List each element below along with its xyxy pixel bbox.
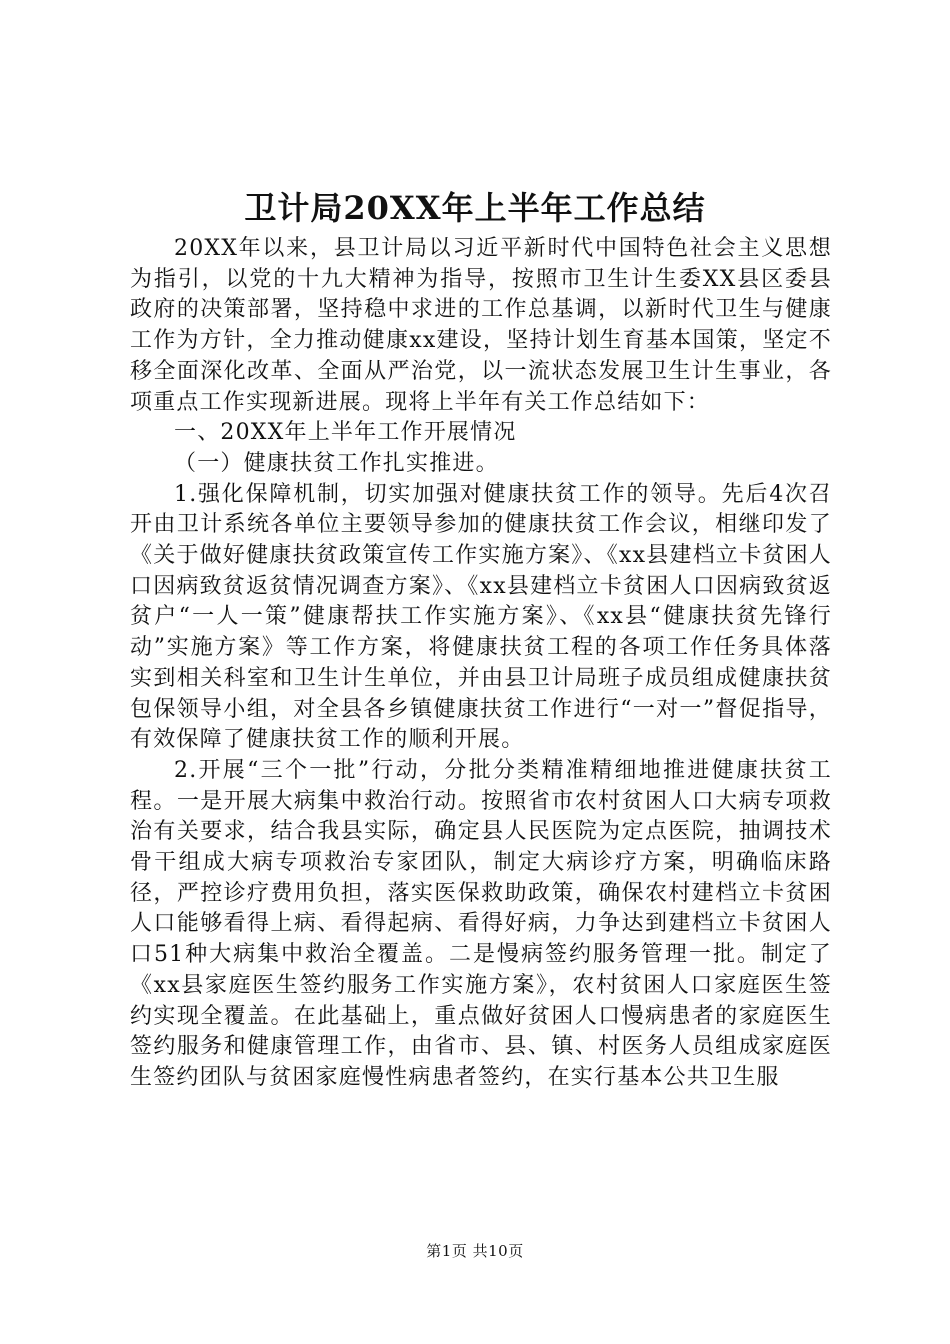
heading-subsection-one: （一）健康扶贫工作扎实推进。 [174, 450, 499, 476]
paragraph-item-two: 2.开展“三个一批”行动，分批分类精准精细地推进健康扶贫工程。一是开展大病集中救治行动。按照省市农村贫困人口大病专项救治有关要求，结合我县实际，确定县人民医院为定点医院，抽调技术骨干组成大病专项救治专家团队，制定大病诊疗方案，明确临床路径，严控诊疗费用负担，落实医保救助政策，确保农村建档立卡贫困人口能够看得上病、看得起病、看得好病，力争达到建档立卡贫困人口51种大病集中救治全覆盖。二是慢病签约服务管理一批。制定了《xx县家庭医生签约服务工作实施方案》，农村贫困人口家庭医生签约实现全覆盖。在此基础上，重点做好贫困人口慢病患者的家庭医生签约服务和健康管理工作，由省市、县、镇、村医务人员组成家庭医生签约团队与贫困家庭慢性病患者签约，在实行基本公共卫生服 [130, 757, 832, 1090]
page-number-footer: 第1页 共10页 [426, 1242, 524, 1260]
paragraph-item-one: 1.强化保障机制，切实加强对健康扶贫工作的领导。先后4次召开由卫计系统各单位主要领导参加的健康扶贫工作会议，相继印发了《关于做好健康扶贫政策宣传工作实施方案》、《xx县建档立卡贫困人口因病致贫返贫情况调查方案》、《xx县建档立卡贫困人口因病致贫返贫户“一人一策”健康帮扶工作实施方案》、《xx县“健康扶贫先锋行动”实施方案》等工作方案，将健康扶贫工程的各项工作任务具体落实到相关科室和卫生计生单位，并由县卫计局班子成员组成健康扶贫包保领导小组，对全县各乡镇健康扶贫工作进行“一对一”督促指导，有效保障了健康扶贫工作的顺利开展。 [130, 481, 832, 753]
heading-section-one: 一、20XX年上半年工作开展情况 [174, 420, 517, 446]
document-body [130, 234, 832, 1094]
paragraph-intro: 20XX年以来，县卫计局以习近平新时代中国特色社会主义思想为指引，以党的十九大精神为指导，按照市卫生计生委XX县区委县政府的决策部署，坚持稳中求进的工作总基调，以新时代卫生与健康工作为方针，全力推动健康xx建设，坚持计划生育基本国策，坚定不移全面深化改革、全面从严治党，以一流状态发展卫生计生事业，各项重点工作实现新进展。现将上半年有关工作总结如下： [130, 236, 832, 415]
document-title: 卫计局20XX年上半年工作总结 [244, 189, 706, 227]
